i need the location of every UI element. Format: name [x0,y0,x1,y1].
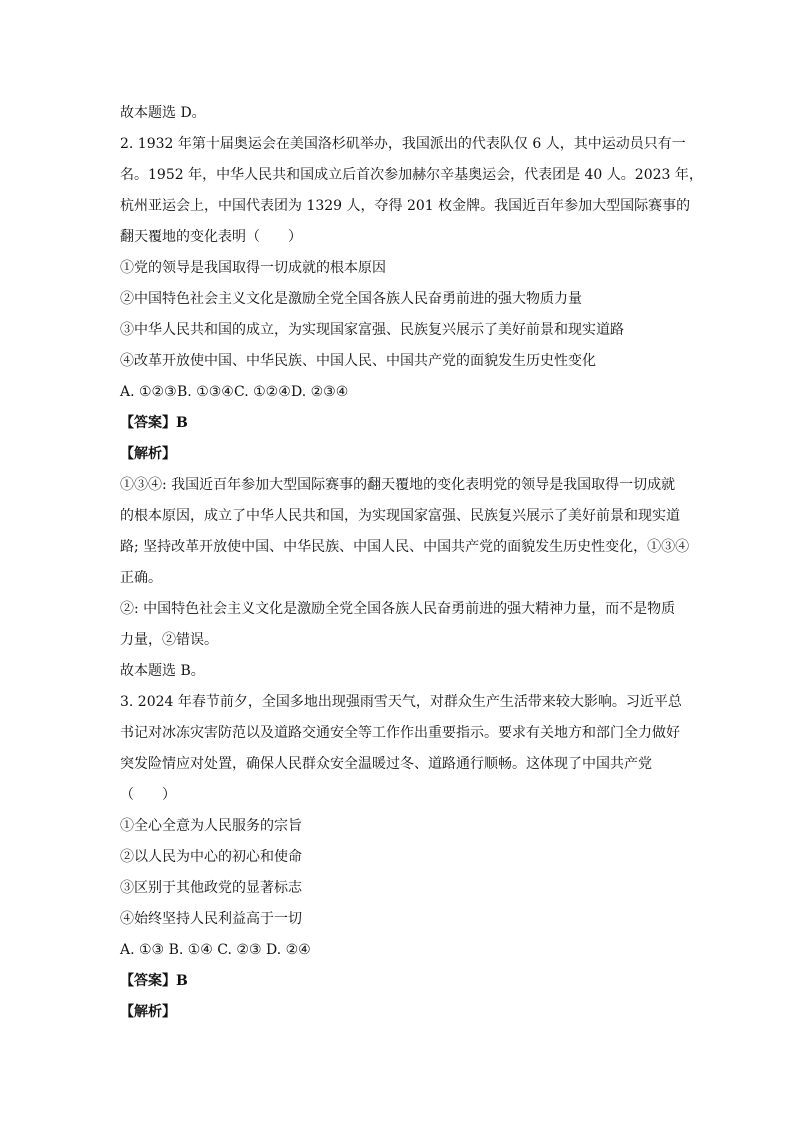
q2-statements [120,253,690,377]
q2-analysis-line: 的根本原因，成立了中华人民共和国，为实现国家富强、民族复兴展示了美好前景和现实道 [120,508,680,524]
q2-analysis-line: ②: 中国特色社会主义文化是激励全党全国各族人民奋勇前进的强大精神力量，而不是物质 [120,601,676,617]
q2-stem [120,129,703,253]
q3-stem-line: 书记对冰冻灾害防范以及道路交通安全等工作作出重要指示。要求有关地方和部门全力做好 [120,725,680,741]
q3-analysis-heading: 【解析】 [120,1004,176,1020]
q3-statement-2: ②以人民为中心的初心和使命 [120,849,302,865]
q2-statement-4: ④改革开放使中国、中华民族、中国人民、中国共产党的面貌发生历史性变化 [120,353,596,369]
q2-stem-line: 2. 1932 年第十届奥运会在美国洛杉矶举办，我国派出的代表队仅 6 人，其中运动员只有一 [120,136,686,152]
q2-option-d: D. ②③④ [291,384,349,400]
document-page [120,98,703,1028]
q3-statements [120,811,690,935]
q2-option-a: A. ①②③ [120,384,177,400]
q2-conclusion: 故本题选 B。 [120,663,205,679]
q1-conclusion: 故本题选 D。 [120,105,206,121]
q2-statement-3: ③中华人民共和国的成立，为实现国家富强、民族复兴展示了美好前景和现实道路 [120,322,624,338]
q2-analysis-heading: 【解析】 [120,446,176,462]
q2-stem-line: 翻天覆地的变化表明（ ） [120,229,302,245]
q2-analysis-line: ①③④: 我国近百年参加大型国际赛事的翻天覆地的变化表明党的领导是我国取得一切成就 [120,477,676,493]
q2-stem-line: 杭州亚运会上，中国代表团为 1329 人，夺得 201 枚金牌。我国近百年参加大型国际赛事的 [120,198,691,214]
q2-statement-1: ①党的领导是我国取得一切成就的根本原因 [120,260,386,276]
q2-analysis-line: 路; 坚持改革开放使中国、中华民族、中国人民、中国共产党的面貌发生历史性变化，①③④ [120,539,690,555]
q3-statement-1: ①全心全意为人民服务的宗旨 [120,818,302,834]
q2-statement-2: ②中国特色社会主义文化是激励全党全国各族人民奋勇前进的强大物质力量 [120,291,582,307]
q2-options [120,377,690,408]
q2-analysis [120,470,690,656]
q3-statement-4: ④始终坚持人民利益高于一切 [120,911,302,927]
q2-stem-line: 名。1952 年，中华人民共和国成立后首次参加赫尔辛基奥运会，代表团是 40 人。2023 年， [120,167,703,183]
q3-stem [120,687,690,811]
q2-option-b: B. ①③④ [177,384,234,400]
q2-option-c: C. ①②④ [234,384,291,400]
q2-analysis-line: 正确。 [120,570,162,586]
q3-answer: 【答案】B [120,973,188,989]
q2-analysis-line: 力量，②错误。 [120,632,218,648]
q3-statement-3: ③区别于其他政党的显著标志 [120,880,302,896]
q3-options: A. ①③ B. ①④ C. ②③ D. ②④ [120,942,311,958]
q3-stem-line: 突发险情应对处置，确保人民群众安全温暖过冬、道路通行顺畅。这体现了中国共产党 [120,756,652,772]
q3-stem-line: 3. 2024 年春节前夕，全国多地出现强雨雪天气，对群众生产生活带来较大影响。习近平总 [120,694,682,710]
q2-answer: 【答案】B [120,415,188,431]
q3-stem-line: （ ） [120,787,176,803]
